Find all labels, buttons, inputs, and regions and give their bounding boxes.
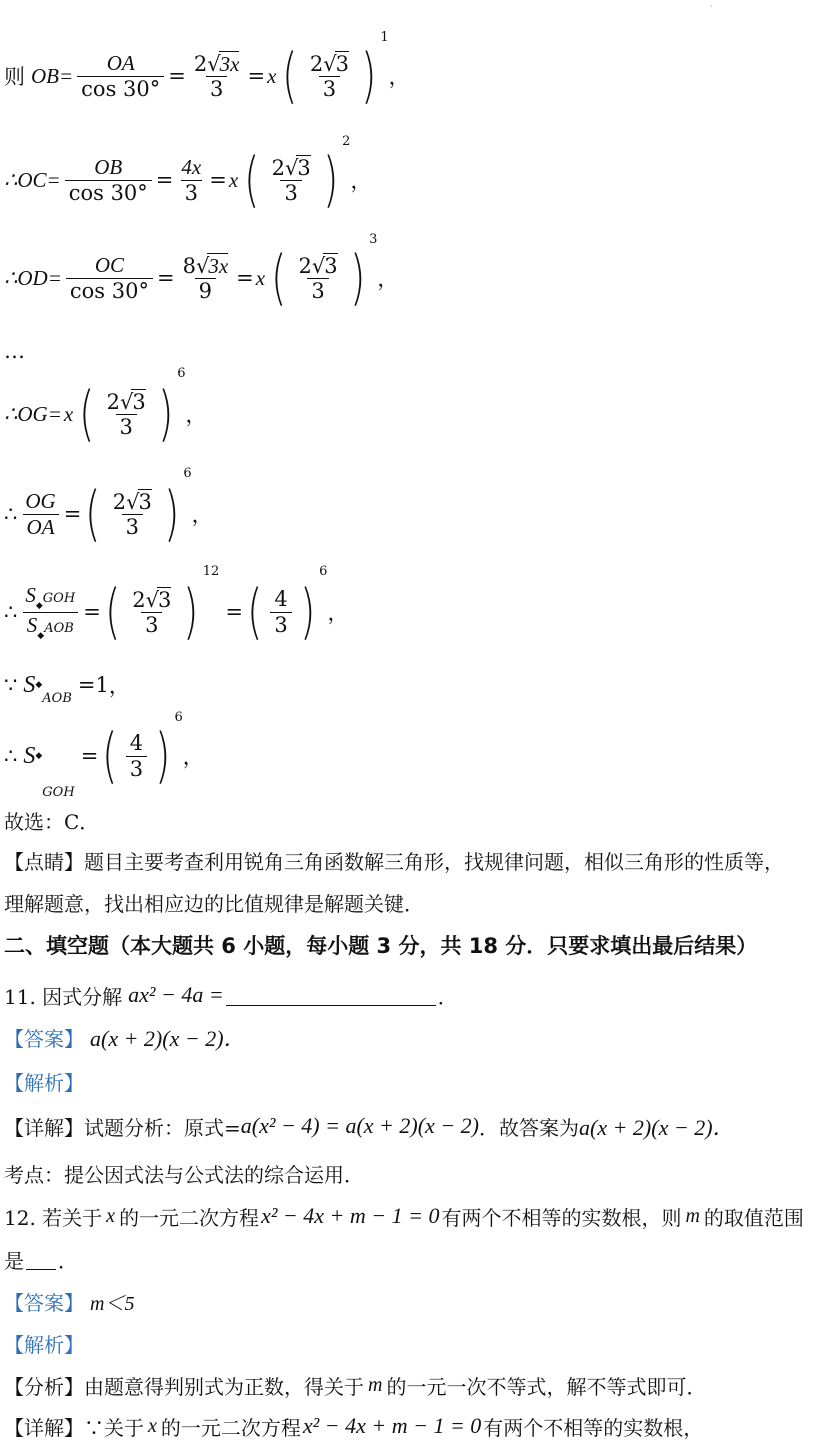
- q12-fenxi-b: 的一元一次不等式，解不等式即可．: [386, 1374, 707, 1399]
- area-paren2: ( $\frac{4}{3}$ ): [247, 577, 316, 647]
- q11-answer: a(x + 2)(x − 2)．: [90, 1025, 246, 1051]
- q12-equation: x² − 4x + m − 1 = 0: [302, 1413, 482, 1438]
- since-sub: AOB: [42, 691, 72, 706]
- ob-frac1: $\frac{OA}{\cos 30^\circ}$: [77, 51, 164, 100]
- ratio-lhs: ∴: [4, 502, 18, 526]
- comma: ，: [108, 674, 130, 698]
- q11-detail-text: 试题分析：原式=: [84, 1115, 241, 1140]
- since-rhs: =1: [77, 673, 109, 697]
- oc-paren: ( $\frac{2√3}{3}$ ): [244, 145, 339, 215]
- ob-prefix: 则: [4, 65, 25, 89]
- comma: ，: [377, 267, 399, 291]
- corner-mark: ·: [710, 2, 713, 11]
- ellipsis: …: [4, 339, 25, 363]
- comma: ，: [185, 403, 207, 427]
- q11-end: ．: [437, 984, 458, 1009]
- eq-sign: =: [156, 266, 175, 290]
- answer-tag: 【答案】: [4, 1290, 84, 1315]
- step-ratio: [4, 466, 213, 556]
- step-og: [4, 366, 207, 456]
- var-m: m: [368, 1373, 383, 1396]
- comma: ，: [182, 745, 204, 769]
- area-symbol: S: [23, 671, 36, 698]
- q11-detail-line: [4, 1110, 735, 1142]
- var-x: x: [228, 167, 239, 192]
- analysis-tag: 【解析】: [4, 1332, 84, 1357]
- final-exponent: 6: [174, 710, 183, 725]
- oc-frac2: $\frac{4x}{3}$: [181, 155, 202, 205]
- dianjing-line-1: [4, 846, 784, 874]
- q12-text-d: 的取值范围: [703, 1205, 804, 1230]
- q11-line: [4, 980, 458, 1010]
- ob-exponent: 1: [380, 30, 389, 45]
- eq-sign: =: [225, 600, 243, 624]
- area-exponent-1: 12: [202, 564, 220, 579]
- q11-kaodian: 考点：提公因式法与公式法的综合运用．: [4, 1162, 364, 1187]
- step-since: ∵ S ◆ AOB =1 ，: [4, 671, 130, 706]
- area-symbol: S: [23, 742, 36, 769]
- comma: ，: [191, 503, 213, 527]
- q12-line-2: [4, 1244, 78, 1274]
- step-final: ∴ S ◆ GOH = ( $\frac{4}{3}$ ) 6 ，: [4, 710, 204, 800]
- q11-expression: ax² − 4a =: [128, 982, 224, 1007]
- final-paren: ( $\frac{4}{3}$ ): [102, 721, 171, 791]
- answer-line: 故选：C．: [4, 809, 100, 834]
- q11-analysis-line: [4, 1066, 84, 1096]
- q11-detail-mid: ．故答案为: [479, 1115, 579, 1140]
- od-lhs: ∴OD=: [4, 265, 62, 290]
- q12-answer: m＜5: [90, 1292, 135, 1315]
- detail-tag: 【详解】: [4, 1415, 84, 1440]
- comma: ，: [327, 601, 349, 625]
- dianjing-line-2: 理解题意，找出相应边的比值规律是解题关键．: [4, 891, 424, 916]
- q12-detail-a: ∵关于: [84, 1415, 144, 1440]
- analysis-tag: 【解析】: [4, 1070, 84, 1095]
- ratio-exponent: 6: [183, 466, 192, 481]
- step-od: [4, 232, 399, 318]
- area-exponent-2: 6: [319, 564, 328, 579]
- comma: ，: [388, 65, 410, 89]
- q12-end: ．: [58, 1248, 78, 1273]
- dianjing-tag: 【点睛】: [4, 849, 84, 874]
- q12-text-a: 12. 若关于: [4, 1205, 103, 1230]
- q12-blank: [26, 1249, 56, 1270]
- var-m: m: [685, 1204, 700, 1227]
- var-x: x: [106, 1204, 116, 1227]
- eq-sign: =: [168, 64, 186, 88]
- og-paren: ( $\frac{2√3}{3}$ ): [79, 379, 174, 449]
- final-lhs: ∴: [4, 744, 18, 768]
- section-title: 二、填空题（本大题共 6 小题，每小题 3 分，共 18 分．只要求填出最后结果）: [4, 934, 758, 958]
- area-paren1: ( $\frac{2√3}{3}$ ): [104, 577, 199, 647]
- q12-detail-c: 有两个不相等的实数根，: [483, 1415, 704, 1440]
- q12-equation: x² − 4x + m − 1 = 0: [261, 1203, 440, 1228]
- q12-text-e: 是: [4, 1248, 24, 1273]
- q11-detail-answer: a(x + 2)(x − 2)．: [579, 1114, 735, 1140]
- od-exponent: 3: [369, 232, 378, 247]
- fenxi-tag: 【分析】: [4, 1374, 84, 1399]
- eq-sign: =: [155, 168, 174, 192]
- eq-sign: =: [63, 502, 82, 526]
- og-exponent: 6: [177, 366, 186, 381]
- step-ob: [4, 30, 410, 116]
- q12-text-c: 有两个不相等的实数根，则: [441, 1205, 682, 1230]
- step-oc: [4, 134, 372, 220]
- ratio-paren: ( $\frac{2√3}{3}$ ): [85, 479, 180, 549]
- final-sub: GOH: [42, 785, 75, 800]
- eq-sign: =: [209, 168, 227, 192]
- ob-paren: ( $\frac{2√3}{3}$ ): [282, 41, 377, 111]
- q12-text-b: 的一元二次方程: [119, 1205, 260, 1230]
- var-x: x: [63, 401, 74, 426]
- q12-fenxi-a: 由题意得判别式为正数，得关于: [84, 1374, 364, 1399]
- q12-line-1: [4, 1200, 804, 1232]
- oc-exponent: 2: [342, 134, 351, 149]
- q11-blank: [226, 985, 436, 1006]
- og-lhs: ∴OG=: [4, 401, 62, 426]
- eq-sign: =: [236, 266, 254, 290]
- answer-tag: 【答案】: [4, 1026, 84, 1051]
- eq-sign: =: [247, 64, 266, 88]
- oc-frac1: $\frac{OB}{\cos 30^\circ}$: [65, 155, 152, 204]
- q12-detail-line: [4, 1410, 703, 1442]
- ob-lhs: OB=: [31, 63, 74, 88]
- var-x: x: [267, 63, 277, 88]
- od-paren: ( $\frac{2√3}{3}$ ): [271, 243, 365, 313]
- area-lhs: ∴: [4, 600, 18, 624]
- q11-detail-expression: a(x² − 4) = a(x + 2)(x − 2): [240, 1113, 479, 1138]
- eq-sign: =: [80, 744, 99, 768]
- dianjing-text-1: 题目主要考查利用锐角三角函数解三角形，找规律问题，相似三角形的性质等，: [84, 849, 784, 874]
- comma: ，: [350, 169, 372, 193]
- oc-lhs: ∴OC=: [4, 167, 61, 192]
- step-area-ratio: [4, 564, 349, 654]
- od-frac1: $\frac{OC}{\cos 30^\circ}$: [66, 253, 153, 302]
- detail-tag: 【详解】: [4, 1115, 84, 1140]
- q12-answer-line: [4, 1286, 134, 1316]
- area-frac: $\frac{S_◆GOH}{S_◆AOB}$: [21, 583, 79, 641]
- q11-answer-line: [4, 1022, 246, 1052]
- var-x: x: [255, 265, 266, 290]
- var-x: x: [148, 1414, 157, 1437]
- ob-frac2: $\frac{2√3x}{3}$: [193, 51, 240, 101]
- q12-analysis-line: [4, 1328, 84, 1358]
- eq-sign: =: [83, 600, 101, 624]
- ratio-frac: $\frac{OG}{OA}$: [21, 489, 59, 538]
- q12-fenxi-line: [4, 1370, 706, 1400]
- q11-stem: 11. 因式分解: [4, 984, 123, 1009]
- since-lhs: ∵: [4, 673, 18, 697]
- q12-detail-b: 的一元二次方程: [160, 1415, 301, 1440]
- od-frac2: $\frac{8√3x}{9}$: [182, 253, 229, 303]
